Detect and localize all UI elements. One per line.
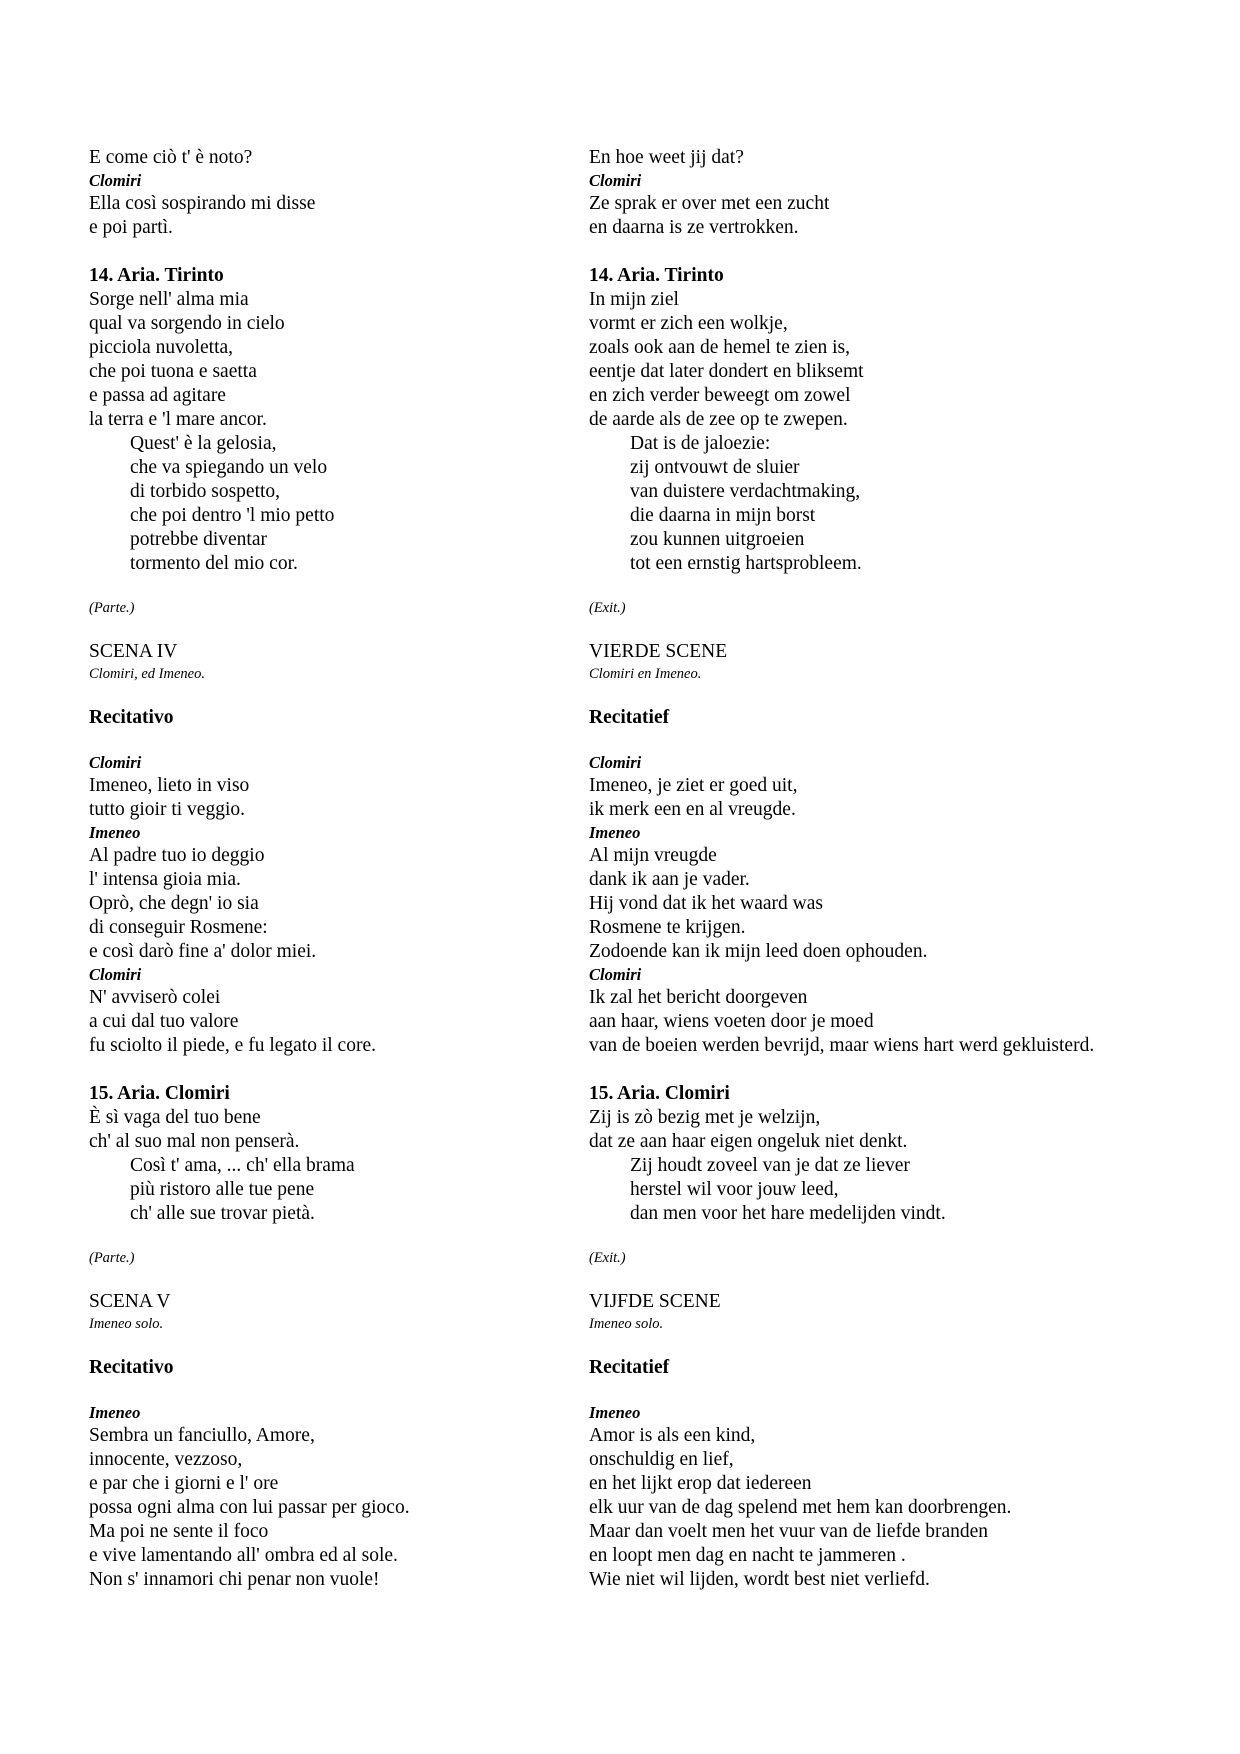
verse-line: Al mijn vreugde (589, 845, 717, 866)
verse-line: Al padre tuo io deggio (89, 845, 265, 866)
aria-title: 15. Aria. Clomiri (589, 1083, 730, 1104)
aria-title: 14. Aria. Tirinto (89, 265, 224, 286)
stage-direction: (Exit.) (589, 600, 626, 616)
recitative-title: Recitatief (589, 707, 670, 728)
scene-cast: Clomiri, ed Imeneo. (89, 666, 205, 682)
character-name: Clomiri (589, 965, 642, 984)
verse-line: potrebbe diventar (130, 529, 267, 550)
verse-line: tot een ernstig hartsprobleem. (630, 553, 862, 574)
verse-line: e vive lamentando all' ombra ed al sole. (89, 1545, 398, 1566)
scene-title: SCENA V (89, 1291, 171, 1312)
verse-line: di torbido sospetto, (130, 481, 281, 502)
verse-line: Sorge nell' alma mia (89, 289, 249, 310)
verse-line: ch' al suo mal non penserà. (89, 1131, 300, 1152)
verse-line: de aarde als de zee op te zwepen. (589, 409, 848, 430)
stage-direction: (Parte.) (89, 1250, 135, 1266)
verse-line: en loopt men dag en nacht te jammeren . (589, 1545, 906, 1566)
verse-line: van duistere verdachtmaking, (630, 481, 861, 502)
verse-line: e poi partì. (89, 217, 173, 238)
character-name: Imeneo (589, 823, 641, 842)
scene-title: SCENA IV (89, 641, 178, 662)
verse-line: vormt er zich een wolkje, (589, 313, 788, 334)
verse-line: E come ciò t' è noto? (89, 147, 253, 168)
verse-line: possa ogni alma con lui passar per gioco. (89, 1497, 410, 1518)
verse-line: zou kunnen uitgroeien (630, 529, 805, 550)
verse-line: È sì vaga del tuo bene (89, 1107, 261, 1128)
italian-column (89, 146, 649, 1592)
verse-line: dan men voor het hare medelijden vindt. (630, 1203, 946, 1224)
verse-line: tormento del mio cor. (130, 553, 298, 574)
verse-line: herstel wil voor jouw leed, (630, 1179, 839, 1200)
verse-line: Zij houdt zoveel van je dat ze liever (630, 1155, 910, 1176)
verse-line: Hij vond dat ik het waard was (589, 893, 823, 914)
scene-cast: Clomiri en Imeneo. (589, 666, 702, 682)
verse-line: Rosmene te krijgen. (589, 917, 746, 938)
verse-line: van de boeien werden bevrijd, maar wiens hart werd gekluisterd. (589, 1035, 1095, 1056)
verse-line: N' avviserò colei (89, 987, 221, 1008)
verse-line: en zich verder beweegt om zowel (589, 385, 851, 406)
character-name: Imeneo (589, 1403, 641, 1422)
aria-title: 15. Aria. Clomiri (89, 1083, 230, 1104)
verse-line: Amor is als een kind, (589, 1425, 756, 1446)
verse-line: eentje dat later dondert en bliksemt (589, 361, 864, 382)
dutch-column (589, 146, 1189, 1592)
scene-cast: Imeneo solo. (589, 1316, 664, 1332)
verse-line: tutto gioir ti veggio. (89, 799, 245, 820)
recitative-title: Recitativo (89, 1357, 174, 1378)
character-name: Clomiri (589, 171, 642, 190)
verse-line: picciola nuvoletta, (89, 337, 234, 358)
verse-line: qual va sorgendo in cielo (89, 313, 285, 334)
verse-line: en daarna is ze vertrokken. (589, 217, 799, 238)
scene-cast: Imeneo solo. (89, 1316, 164, 1332)
verse-line: fu sciolto il piede, e fu legato il core. (89, 1035, 376, 1056)
verse-line: Sembra un fanciullo, Amore, (89, 1425, 315, 1446)
verse-line: Dat is de jaloezie: (630, 433, 771, 454)
recitative-title: Recitativo (89, 707, 174, 728)
verse-line: In mijn ziel (589, 289, 679, 310)
character-name: Clomiri (89, 171, 142, 190)
verse-line: che va spiegando un velo (130, 457, 328, 478)
verse-line: Zodoende kan ik mijn leed doen ophouden. (589, 941, 928, 962)
verse-line: e così darò fine a' dolor miei. (89, 941, 317, 962)
verse-line: Maar dan voelt men het vuur van de liefde branden (589, 1521, 989, 1542)
verse-line: Così t' ama, ... ch' ella brama (130, 1155, 355, 1176)
verse-line: Wie niet wil lijden, wordt best niet verliefd. (589, 1569, 930, 1590)
verse-line: la terra e 'l mare ancor. (89, 409, 267, 430)
stage-direction: (Exit.) (589, 1250, 626, 1266)
verse-line: più ristoro alle tue pene (130, 1179, 315, 1200)
character-name: Clomiri (89, 965, 142, 984)
verse-line: a cui dal tuo valore (89, 1011, 239, 1032)
verse-line: Imeneo, je ziet er goed uit, (589, 775, 798, 796)
verse-line: Ik zal het bericht doorgeven (589, 987, 808, 1008)
verse-line: zoals ook aan de hemel te zien is, (589, 337, 850, 358)
verse-line: Quest' è la gelosia, (130, 433, 277, 454)
verse-line: innocente, vezzoso, (89, 1449, 243, 1470)
character-name: Clomiri (89, 753, 142, 772)
verse-line: e par che i giorni e l' ore (89, 1473, 279, 1494)
recitative-title: Recitatief (589, 1357, 670, 1378)
verse-line: En hoe weet jij dat? (589, 147, 744, 168)
verse-line: ch' alle sue trovar pietà. (130, 1203, 315, 1224)
verse-line: l' intensa gioia mia. (89, 869, 241, 890)
verse-line: e passa ad agitare (89, 385, 226, 406)
verse-line: Zij is zò bezig met je welzijn, (589, 1107, 821, 1128)
verse-line: Oprò, che degn' io sia (89, 893, 259, 914)
verse-line: aan haar, wiens voeten door je moed (589, 1011, 874, 1032)
verse-line: onschuldig en lief, (589, 1449, 734, 1470)
character-name: Imeneo (89, 1403, 141, 1422)
verse-line: dat ze aan haar eigen ongeluk niet denkt. (589, 1131, 908, 1152)
verse-line: Non s' innamori chi penar non vuole! (89, 1569, 380, 1590)
verse-line: Ma poi ne sente il foco (89, 1521, 269, 1542)
verse-line: Ella così sospirando mi disse (89, 193, 316, 214)
verse-line: elk uur van de dag spelend met hem kan doorbrengen. (589, 1497, 1012, 1518)
character-name: Imeneo (89, 823, 141, 842)
aria-title: 14. Aria. Tirinto (589, 265, 724, 286)
scene-title: VIERDE SCENE (589, 641, 728, 662)
verse-line: ik merk een en al vreugde. (589, 799, 796, 820)
character-name: Clomiri (589, 753, 642, 772)
verse-line: Imeneo, lieto in viso (89, 775, 250, 796)
verse-line: di conseguir Rosmene: (89, 917, 268, 938)
verse-line: die daarna in mijn borst (630, 505, 816, 526)
stage-direction: (Parte.) (89, 600, 135, 616)
verse-line: Ze sprak er over met een zucht (589, 193, 830, 214)
scene-title: VIJFDE SCENE (589, 1291, 721, 1312)
verse-line: en het lijkt erop dat iedereen (589, 1473, 812, 1494)
verse-line: dank ik aan je vader. (589, 869, 750, 890)
verse-line: che poi tuona e saetta (89, 361, 257, 382)
verse-line: che poi dentro 'l mio petto (130, 505, 335, 526)
verse-line: zij ontvouwt de sluier (630, 457, 800, 478)
